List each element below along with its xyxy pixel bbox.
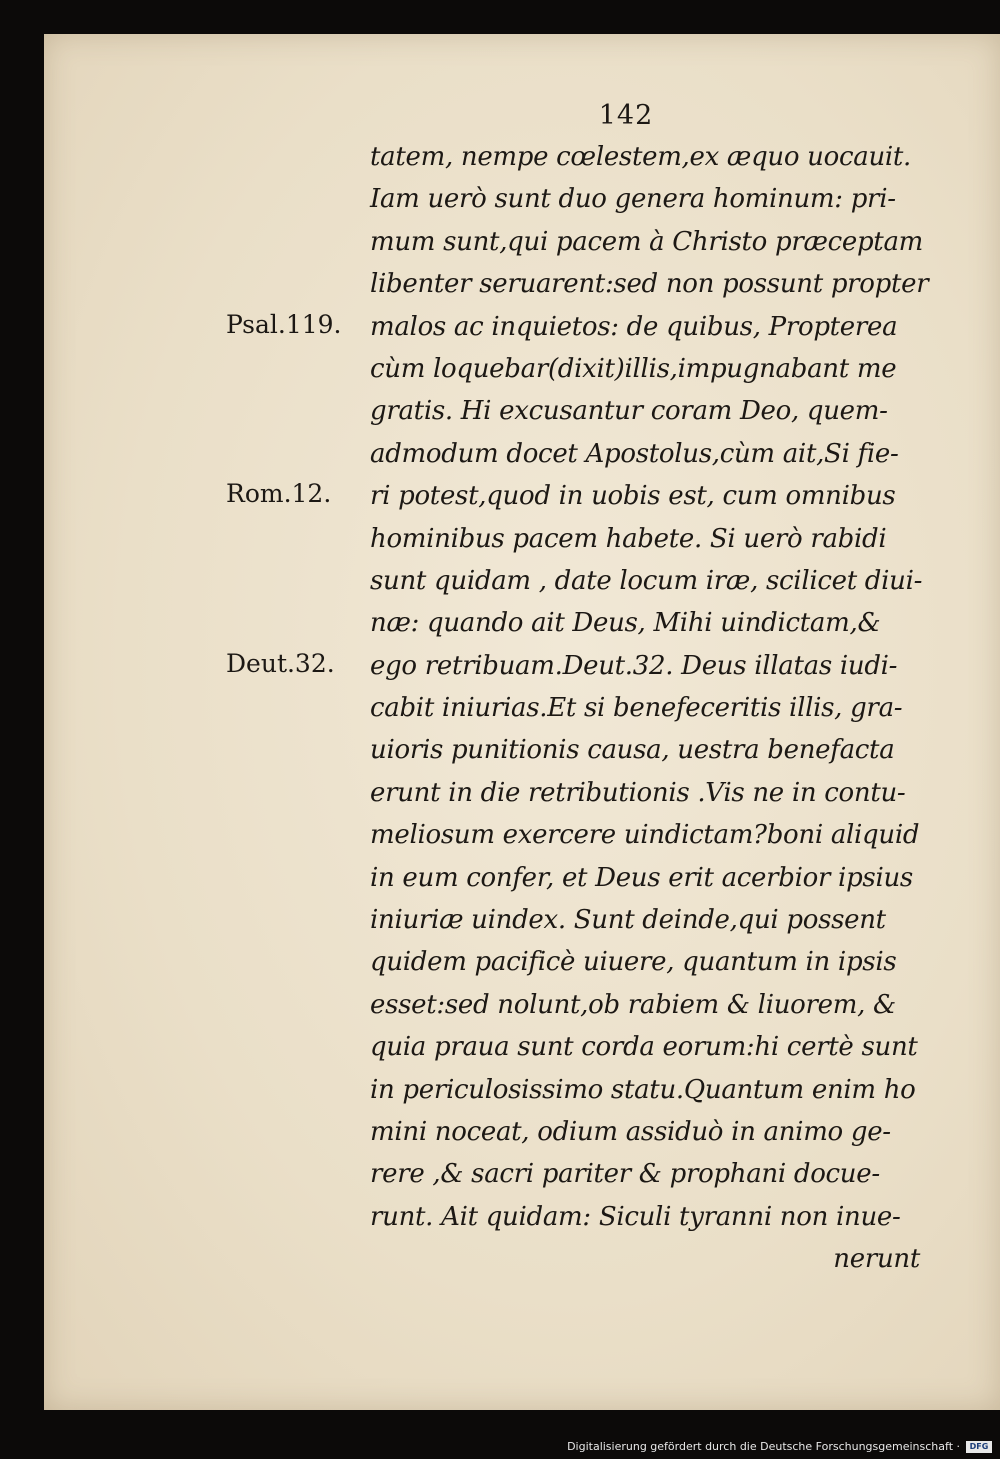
- text-line: Iam uerò sunt duo genera hominum: pri-: [370, 184, 896, 215]
- text-line: næ: quando ait Deus, Mihi uindictam,&: [370, 608, 881, 639]
- text-line: iniuriæ uindex. Sunt deinde,qui possent: [370, 905, 886, 936]
- text-line: meliosum exercere uindictam?boni aliquid: [370, 820, 920, 851]
- text-line: libenter seruarent:sed non possunt propter: [370, 269, 929, 300]
- text-line: uioris punitionis causa, uestra benefacta: [370, 735, 895, 766]
- text-line: quia praua sunt corda eorum:hi certè sunt: [370, 1032, 918, 1063]
- text-line: rere ,& sacri pariter & prophani docue-: [370, 1159, 880, 1190]
- main-text-block: [370, 136, 929, 1281]
- text-line: admodum docet Apostolus,cùm ait,Si fie-: [370, 438, 899, 469]
- text-line: gratis. Hi excusantur coram Deo, quem-: [370, 396, 888, 427]
- marginal-note: Deut.32.: [226, 648, 335, 678]
- marginal-note: Rom.12.: [226, 479, 332, 509]
- text-line: cùm loquebar(dixit)illis,impugnabant me: [370, 353, 897, 384]
- text-line: in periculosissimo statu.Quantum enim ho: [370, 1074, 916, 1105]
- digitization-credit: Digitalisierung gefördert durch die Deutsche Forschungsgemeinschaft ·: [567, 1440, 960, 1453]
- text-line: erunt in die retributionis .Vis ne in contu-: [370, 777, 906, 808]
- text-line: runt. Ait quidam: Siculi tyranni non inue-: [370, 1201, 901, 1232]
- text-line: ri potest,quod in uobis est, cum omnibus: [370, 481, 896, 512]
- page-number: 142: [598, 100, 654, 131]
- text-line: mini noceat, odium assiduò in animo ge-: [370, 1116, 891, 1147]
- text-line: cabit iniurias.Et si benefeceritis illis, gra-: [370, 693, 903, 724]
- text-line: malos ac inquietos: de quibus, Propterea: [370, 311, 898, 342]
- text-line: ego retribuam.Deut.32. Deus illatas iudi-: [370, 650, 898, 681]
- text-line: sunt quidam , date locum iræ, scilicet diui-: [370, 565, 923, 596]
- dfg-logo-icon: DFG: [966, 1441, 992, 1453]
- text-line: esset:sed nolunt,ob rabiem & liuorem, &: [370, 989, 896, 1020]
- marginal-note: Psal.119.: [226, 309, 342, 339]
- text-line: quidem pacificè uiuere, quantum in ipsis: [370, 947, 897, 978]
- text-line: tatem, nempe cœlestem,ex æquo uocauit.: [370, 142, 912, 172]
- text-line: mum sunt,qui pacem à Christo præceptam: [370, 226, 924, 257]
- text-line: nerunt: [833, 1244, 920, 1275]
- text-line: in eum confer, et Deus erit acerbior ipsius: [370, 862, 913, 893]
- text-line: hominibus pacem habete. Si uerò rabidi: [370, 523, 887, 554]
